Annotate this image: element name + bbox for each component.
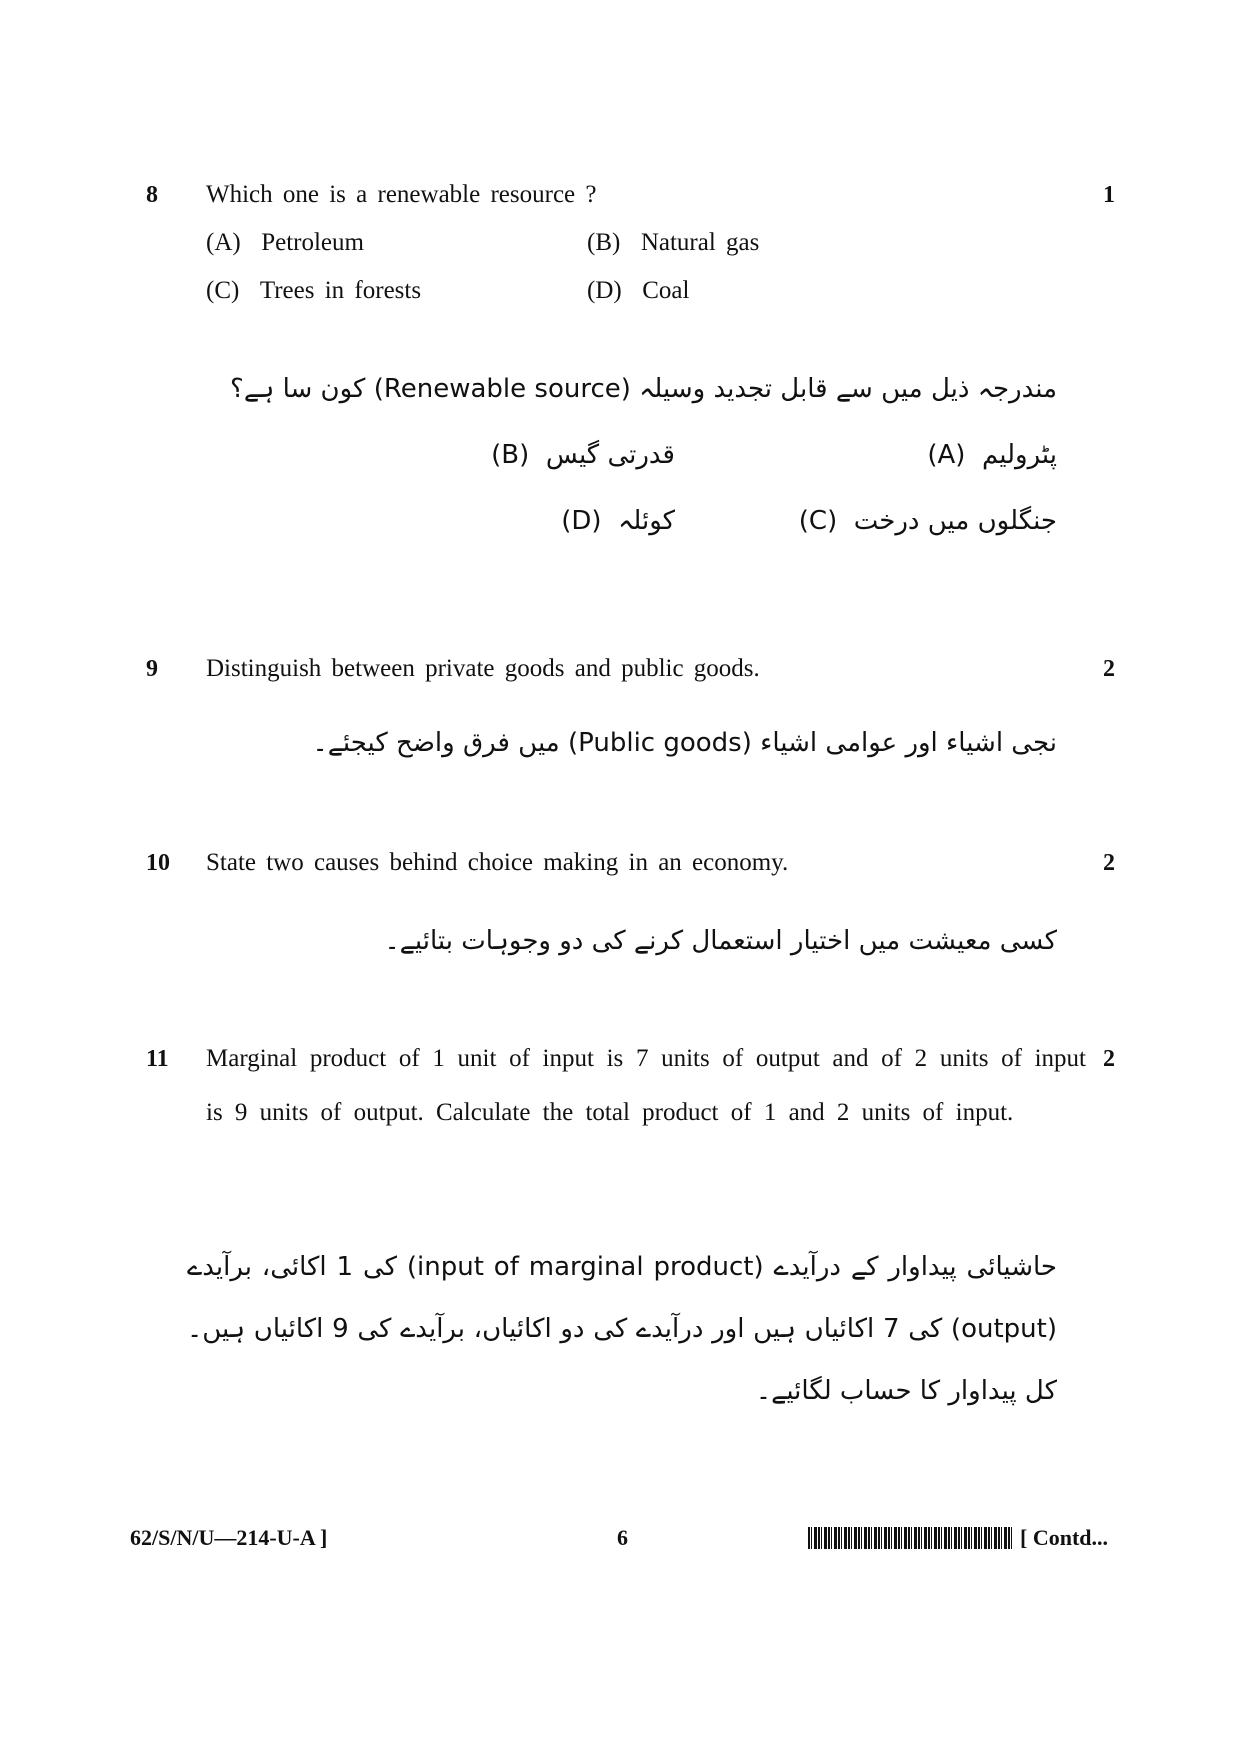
question-8-marks: 1	[1103, 182, 1115, 208]
q8-urdu-option-b-label: (B)	[491, 440, 530, 470]
q8-option-a-text: Petroleum	[261, 229, 364, 256]
q8-urdu-option-c-text: جنگلوں میں درخت	[853, 506, 1057, 536]
q8-option-a	[206, 228, 364, 258]
q8-option-c-label: (C)	[206, 277, 240, 304]
q8-urdu-option-b	[491, 438, 675, 472]
question-10-text: State two causes behind choice making in an economy.	[206, 849, 789, 876]
question-8-text: Which one is a renewable resource ?	[206, 181, 597, 208]
question-9-marks: 2	[1103, 656, 1115, 682]
question-9-number: 9	[146, 656, 158, 682]
q8-option-c-text: Trees in forests	[259, 277, 422, 304]
q8-urdu-option-a-text: پٹرولیم	[981, 440, 1057, 470]
q8-option-d	[587, 276, 689, 306]
question-8-number: 8	[146, 182, 158, 208]
q8-urdu-option-c	[799, 504, 1057, 538]
q8-option-c	[206, 276, 421, 306]
q10-urdu-text: کسی معیشت میں اختیار استعمال کرنے کی دو وجوہات بتائیے۔	[384, 926, 1057, 956]
q8-urdu-option-c-label: (C)	[798, 506, 838, 536]
q8-urdu-option-b-text: قدرتی گیس	[545, 440, 675, 470]
q8-option-d-text: Coal	[642, 277, 690, 304]
q8-option-b-text: Natural gas	[640, 229, 760, 256]
q11-urdu-text: حاشیائی پیداوار کے درآیدے (input of marginal product) کی 1 اکائی، برآیدے (output) کی 7 اکائیاں ہیں اور درآیدے کی دو اکائیاں، برآیدے کی 9 اکائیاں ہیں۔ کل پیداوار کا حساب لگائیے۔	[187, 1252, 1057, 1406]
question-9-text: Distinguish between private goods and public goods.	[206, 655, 760, 682]
page-number: 6	[617, 1525, 628, 1550]
question-11-marks: 2	[1103, 1046, 1115, 1072]
q8-urdu-option-d-label: (D)	[561, 506, 602, 536]
continued-label: [ Contd...	[1020, 1525, 1109, 1550]
paper-code: 62/S/N/U—214-U-A ]	[130, 1525, 328, 1550]
q8-option-a-label: (A)	[206, 229, 241, 256]
q8-urdu-option-d	[561, 504, 675, 538]
q8-urdu-option-a	[927, 438, 1057, 472]
question-10-number: 10	[146, 850, 170, 876]
q8-option-b	[587, 228, 759, 258]
q8-option-b-label: (B)	[587, 229, 621, 256]
question-11-number: 11	[146, 1046, 169, 1072]
q8-urdu-text: مندرجہ ذیل میں سے قابل تجدید وسیلہ (Renewable source) کون سا ہے؟	[230, 374, 1057, 404]
q8-urdu-option-d-text: کوئلہ	[618, 506, 675, 536]
q8-option-d-label: (D)	[587, 277, 622, 304]
q9-urdu-text: نجی اشیاء اور عوامی اشیاء (Public goods) میں فرق واضح کیجئے۔	[312, 728, 1057, 758]
question-10-marks: 2	[1103, 850, 1115, 876]
barcode	[808, 1527, 1014, 1549]
q8-urdu-option-a-label: (A)	[927, 440, 966, 470]
question-11-text: Marginal product of 1 unit of input is 7 units of output and of 2 units of input is 9 units of output. Calculate the total product of 1 and 2 units of input.	[206, 1045, 1086, 1126]
